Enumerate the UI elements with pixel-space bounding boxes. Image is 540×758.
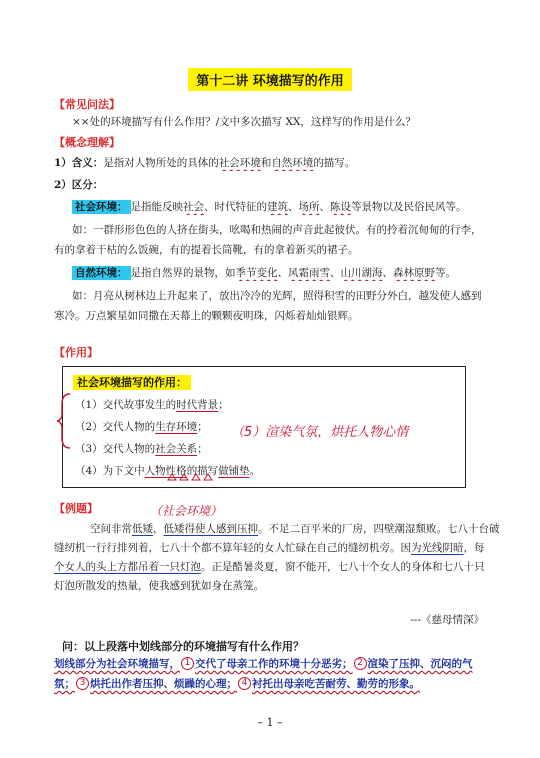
meaning-prefix: 1）含义： [54, 157, 104, 169]
natural-env-w1: 季节变化 [235, 267, 278, 279]
natural-env-example-2: 寒冷。万点繁星如同撒在天幕上的颗颗夜明珠，闪烁着灿灿银辉。 [54, 310, 359, 322]
social-env-example-1: 如：一群形形色色的人挤在街头，吆喝和热闹的声音此起彼伏。有的拎着沉甸甸的行李， [72, 224, 482, 236]
social-env-text-c: 等景物以及民俗民风等。 [351, 201, 467, 213]
page-title: 第十二讲 环境描写的作用 [188, 68, 352, 91]
example-line1-d: 低矮得使人感到压抑 [163, 523, 258, 535]
natural-env-sep1: 、 [277, 267, 288, 279]
function-item-3-prefix: （3）交代人物的 [75, 443, 156, 455]
meaning-text-a: 是指对人物所处的具体的 [103, 157, 219, 169]
answer-part3: 渲染了压抑、沉闷的气氛； [54, 658, 473, 690]
function-item-2-prefix: （2）交代人物的 [75, 421, 156, 433]
natural-env-sep2: 、 [330, 267, 341, 279]
section-label-example: 【例题】 [54, 502, 98, 515]
function-item-1-prefix: （1）交代故事发生的 [75, 399, 177, 411]
meaning-and: 和 [260, 157, 272, 169]
social-env-w3: 场所 [298, 201, 320, 213]
natural-env-text-b: 等。 [435, 267, 456, 279]
function-item-2-key: 生存环境 [155, 421, 198, 433]
natural-env-text-a: 是指自然界的景物，如 [130, 267, 236, 279]
answer-part4: 烘托出作者压抑、烦躁的心理； [90, 678, 237, 690]
example-line2-c: ，每 [463, 542, 485, 554]
example-line1-b: 低矮 [132, 523, 153, 535]
function-item-3-suffix: ； [197, 443, 208, 455]
section-label-concept: 【概念理解】 [54, 136, 120, 149]
section-label-function: 【作用】 [54, 346, 98, 359]
example-line1-e: 。不足二百平米的厂房，四壁潮湿颓败。七八十台破 [258, 523, 500, 535]
function-item-4-key2: 做铺垫 [218, 465, 250, 477]
function-box-heading: 社会环境描写的作用： [73, 375, 191, 390]
social-env-example-2: 有的拿着干枯的么饭碗，有的提着长筒靴，有的拿着新买的裙子。 [54, 244, 359, 256]
function-item-1-suffix: ； [218, 399, 229, 411]
social-env-w1: 社会 [183, 201, 204, 213]
example-source: ---《慈母情深》 [410, 614, 484, 626]
natural-env-w4: 森林原野 [393, 267, 435, 279]
example-line1-c: ， [153, 523, 164, 535]
natural-env-sep3: 、 [382, 267, 393, 279]
answer-num-2: 2 [354, 657, 367, 670]
meaning-natural: 自然环境 [271, 157, 314, 169]
handwritten-social-tag: （社会环境） [150, 504, 223, 518]
meaning-text-b: 的描写。 [313, 157, 356, 169]
example-line3-b: 。正是酷暑炎夏，窗不能开，七八十个女人的身体和七八十只 [201, 561, 485, 573]
natural-env-example-1: 如：月亮从树林边上升起来了，放出冷冷的光辉，照得积雪的田野分外白，越发使人感到 [72, 290, 482, 302]
distinction-label: 2）区分： [54, 179, 104, 191]
function-item-4-mid: 的描写 [186, 465, 219, 477]
faq-text: ××处的环境描写有什么作用？/文中多次描写 XX，这样写的作用是什么？ [72, 116, 416, 128]
function-item-4-key: 人物性格 [144, 465, 187, 477]
answer-part2: 交代了母亲工作的环境十分恶劣； [195, 658, 353, 670]
answer-num-4: 4 [238, 677, 251, 690]
function-item-1-key: 时代背景 [176, 399, 219, 411]
social-env-w2: 建筑 [267, 201, 288, 213]
natural-env-label: 自然环境： [72, 266, 131, 280]
question-text: 问：以上段落中划线部分的环境描写有什么作用？ [62, 640, 304, 653]
page-number: – 1 – [257, 716, 283, 729]
meaning-social: 社会环境 [218, 157, 261, 169]
social-env-text-a: 是指能反映 [130, 201, 183, 213]
social-env-sep1: 、 [288, 201, 299, 213]
function-item-4-suffix: 。 [249, 465, 261, 477]
handwritten-note-5: （5）渲染气氛，烘托人物心情 [231, 425, 409, 440]
natural-env-w3: 山川湖海 [340, 267, 383, 279]
social-env-w4: 陈设 [330, 201, 351, 213]
answer-part5: 衬托出母亲吃苦耐劳、勤劳的形象。 [252, 678, 420, 690]
natural-env-w2: 风霜雨雪 [288, 267, 330, 279]
example-line-4: 灯泡所散发的热量，使我感到犹如身在蒸笼。 [54, 580, 264, 592]
example-line2-a: 缝纫机一行行排列着，七八十个都不算年轻的女人忙碌在自己的缝纫机旁。因 [54, 542, 411, 554]
social-env-label: 社会环境： [72, 200, 131, 214]
triangle-marks [168, 474, 212, 480]
answer-num-3: 3 [76, 677, 89, 690]
function-item-4-prefix: （4）为下文中 [75, 465, 145, 477]
social-env-text-b: 、时代特征的 [204, 201, 267, 213]
answer-part1: 划线部分为社会环境描写， [54, 658, 180, 670]
section-label-faq: 【常见问法】 [54, 98, 120, 111]
example-line1-a: 空间非常 [90, 523, 132, 535]
example-line3-a: 个女人的头上方都吊着一只灯泡 [54, 561, 201, 573]
function-item-2-suffix: ； [197, 421, 208, 433]
answer-num-1: 1 [181, 657, 194, 670]
brace-mark [57, 394, 70, 448]
function-item-3-key: 社会关系 [155, 443, 198, 455]
social-env-sep2: 、 [319, 201, 330, 213]
example-line2-b: 为光线阴暗 [411, 542, 464, 554]
